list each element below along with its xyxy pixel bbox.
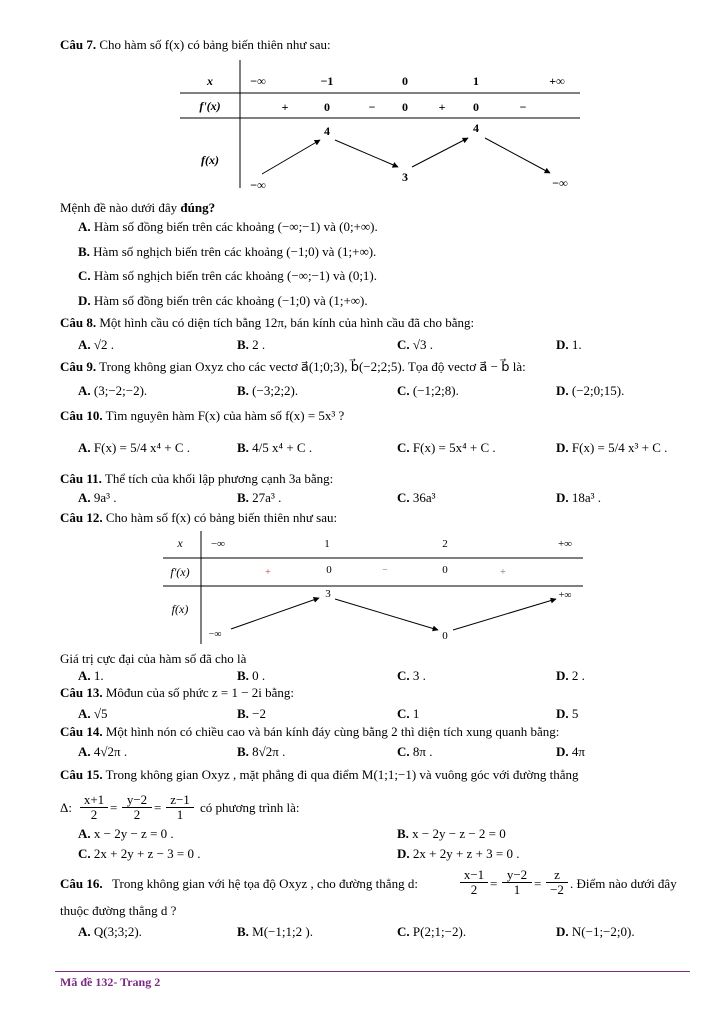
q13-option-b[interactable]: B. −2 — [237, 706, 267, 721]
q8-stem-line: Câu 8. Một hình cầu có diện tích bằng 12π, bán kính của hình cầu đã cho bằng: — [60, 315, 475, 330]
q12-f-value: −∞ — [208, 629, 222, 640]
q16-fraction: x−1 2 — [460, 868, 488, 897]
q7-stem-line — [60, 37, 331, 53]
q7-fp-sign: 0 — [402, 100, 408, 114]
q11-option-a[interactable]: A. 9a³ . — [78, 490, 117, 505]
q7-arrow-up — [412, 138, 468, 167]
q14-option-a[interactable]: A. 4√2π . — [78, 744, 128, 759]
q12-fp-sign: 0 — [326, 564, 332, 576]
q13-option-a[interactable]: A. √5 — [78, 706, 108, 721]
q15-option-c[interactable]: C. 2x + 2y + z − 3 = 0 . — [78, 846, 201, 861]
q7-x-value: +∞ — [549, 74, 565, 88]
q12-x-value: 2 — [442, 538, 448, 550]
q12-arrow-up — [453, 599, 556, 630]
q7-f-value: −∞ — [250, 178, 266, 192]
q15-fraction: y−2 2 — [122, 793, 152, 822]
q8-option-d[interactable]: D. 1. — [556, 337, 582, 352]
q12-x-value: 1 — [324, 538, 330, 550]
q13-option-c[interactable]: C. 1 — [397, 706, 420, 721]
q7-row-f-label: f(x) — [201, 153, 219, 167]
q12-x-value: +∞ — [557, 538, 573, 550]
q15-stem-line1: Câu 15. Trong không gian Oxyz , mặt phẳng đi qua điểm M(1;1;−1) và vuông góc với đường thẳng — [60, 767, 579, 782]
q8-option-c[interactable]: C. √3 . — [397, 337, 434, 352]
q7-f-value: 4 — [324, 124, 330, 138]
q7-fp-sign: 0 — [473, 100, 479, 114]
q15-option-d[interactable]: D. 2x + 2y + z + 3 = 0 . — [397, 846, 520, 861]
q12-arrow-down — [335, 599, 438, 630]
q7-prompt: Mệnh đề nào dưới đây đúng? — [60, 200, 216, 215]
q16-option-c[interactable]: C. P(2;1;−2). — [397, 924, 467, 939]
q12-fp-sign: 0 — [442, 564, 448, 576]
q16-option-b[interactable]: B. M(−1;1;2 ). — [237, 924, 313, 939]
q7-fp-sign: + — [281, 100, 289, 114]
q10-option-a[interactable]: A. F(x) = 5/4 x⁴ + C . — [78, 440, 191, 455]
q9-option-a[interactable]: A. (3;−2;−2). — [78, 383, 148, 398]
q15-option-b[interactable]: B. x − 2y − z − 2 = 0 — [397, 826, 506, 841]
footer-divider — [55, 971, 690, 972]
q7-variation-table — [180, 60, 580, 195]
q12-row-fp-label: f'(x) — [170, 565, 190, 579]
q12-x-value: −∞ — [210, 538, 226, 550]
q11-option-c[interactable]: C. 36a³ — [397, 490, 436, 505]
q16-fraction: z −2 — [546, 868, 568, 897]
q12-prompt: Giá trị cực đại của hàm số đã cho là — [60, 651, 247, 666]
q9-option-d[interactable]: D. (−2;0;15). — [556, 383, 625, 398]
q7-x-value: −∞ — [250, 74, 266, 88]
q7-title: Câu 7. — [60, 37, 97, 52]
q12-fp-sign: + — [265, 567, 271, 578]
q7-option-d[interactable]: D. Hàm số đồng biến trên các khoảng (−1;0) và (1;+∞). — [78, 293, 368, 308]
q13-option-d[interactable]: D. 5 — [556, 706, 579, 721]
page-number: 2 — [154, 975, 161, 989]
q7-arrow-down — [485, 138, 550, 173]
q16-option-d[interactable]: D. N(−1;−2;0). — [556, 924, 635, 939]
q10-stem-line: Câu 10. Tìm nguyên hàm F(x) của hàm số f(x) = 5x³ ? — [60, 408, 345, 423]
q12-variation-table — [163, 531, 583, 646]
q16-option-a[interactable]: A. Q(3;3;2). — [78, 924, 142, 939]
q7-option-c[interactable]: C. Hàm số nghịch biến trên các khoảng (−∞;−1) và (0;1). — [78, 268, 378, 283]
q12-fp-sign: − — [382, 565, 388, 576]
q9-option-b[interactable]: B. (−3;2;2). — [237, 383, 299, 398]
q12-f-value: 3 — [325, 588, 331, 600]
q11-option-b[interactable]: B. 27a³ . — [237, 490, 282, 505]
q12-option-d[interactable]: D. 2 . — [556, 668, 585, 683]
q15-fraction: z−1 1 — [166, 793, 194, 822]
q13-stem-line: Câu 13. Môđun của số phức z = 1 − 2i bằng: — [60, 685, 295, 700]
q7-f-value: −∞ — [552, 176, 568, 190]
q7-f-value: 3 — [402, 170, 408, 184]
q10-option-d[interactable]: D. F(x) = 5/4 x³ + C . — [556, 440, 668, 455]
q8-option-a[interactable]: A. √2 . — [78, 337, 115, 352]
q16-stem-line1: Câu 16. Trong không gian với hệ tọa độ Oxyz , cho đường thẳng d: x−1 2 = y−2 1 = z −2 . Điểm nào dưới đây — [60, 867, 677, 897]
q10-option-c[interactable]: C. F(x) = 5x⁴ + C . — [397, 440, 496, 455]
q12-row-f-label: f(x) — [171, 602, 189, 616]
q7-x-value: −1 — [320, 74, 334, 88]
q7-option-b[interactable]: B. Hàm số nghịch biến trên các khoảng (−1;0) và (1;+∞). — [78, 244, 377, 259]
q10-option-b[interactable]: B. 4/5 x⁴ + C . — [237, 440, 313, 455]
q14-option-c[interactable]: C. 8π . — [397, 744, 433, 759]
page-footer: Mã đề 132- Trang 2 — [60, 975, 161, 989]
q12-f-value: +∞ — [558, 590, 572, 601]
q9-stem-line: Câu 9. Trong không gian Oxyz cho các vectơ a⃗(1;0;3), b⃗(−2;2;5). Tọa độ vectơ a⃗ − b⃗ là: — [60, 359, 526, 374]
q7-option-a[interactable]: A. Hàm số đồng biến trên các khoảng (−∞;−1) và (0;+∞). — [78, 219, 378, 234]
q12-option-b[interactable]: B. 0 . — [237, 668, 266, 683]
q12-fp-sign: + — [500, 567, 506, 578]
q15-option-a[interactable]: A. x − 2y − z = 0 . — [78, 826, 174, 841]
q7-fp-sign: − — [519, 100, 527, 114]
q12-option-a[interactable]: A. 1. — [78, 668, 104, 683]
q7-stem: Cho hàm số f(x) có bảng biến thiên như sau: — [99, 37, 331, 52]
q12-f-value: 0 — [442, 630, 448, 642]
q12-row-x-label: x — [177, 536, 183, 550]
q11-stem-line: Câu 11. Thể tích của khối lập phương cạnh 3a bằng: — [60, 471, 334, 486]
q7-x-value: 1 — [473, 74, 479, 88]
q7-x-value: 0 — [402, 74, 408, 88]
q7-arrow-up — [262, 140, 320, 174]
q12-arrow-up — [231, 598, 319, 629]
q7-row-x-label: x — [207, 74, 213, 88]
q11-option-d[interactable]: D. 18a³ . — [556, 490, 602, 505]
q8-option-b[interactable]: B. 2 . — [237, 337, 266, 352]
q9-option-c[interactable]: C. (−1;2;8). — [397, 383, 459, 398]
q15-fraction: x+1 2 — [80, 793, 108, 822]
q12-option-c[interactable]: C. 3 . — [397, 668, 426, 683]
q7-f-value: 4 — [473, 121, 479, 135]
q7-fp-sign: + — [438, 100, 446, 114]
q7-fp-sign: 0 — [324, 100, 330, 114]
q7-arrow-down — [335, 140, 398, 167]
q14-option-b[interactable]: B. 8√2π . — [237, 744, 286, 759]
q16-stem-line2: thuộc đường thẳng d ? — [60, 903, 177, 918]
q7-row-fp-label: f'(x) — [199, 99, 221, 113]
q14-stem-line: Câu 14. Một hình nón có chiều cao và bán kính đáy cùng bằng 2 thì diện tích xung quanh bằng: — [60, 724, 560, 739]
q12-stem-line: Câu 12. Cho hàm số f(x) có bảng biến thiên như sau: — [60, 510, 338, 525]
q14-option-d[interactable]: D. 4π — [556, 744, 585, 759]
q7-fp-sign: − — [368, 100, 376, 114]
q16-fraction: y−2 1 — [502, 868, 532, 897]
